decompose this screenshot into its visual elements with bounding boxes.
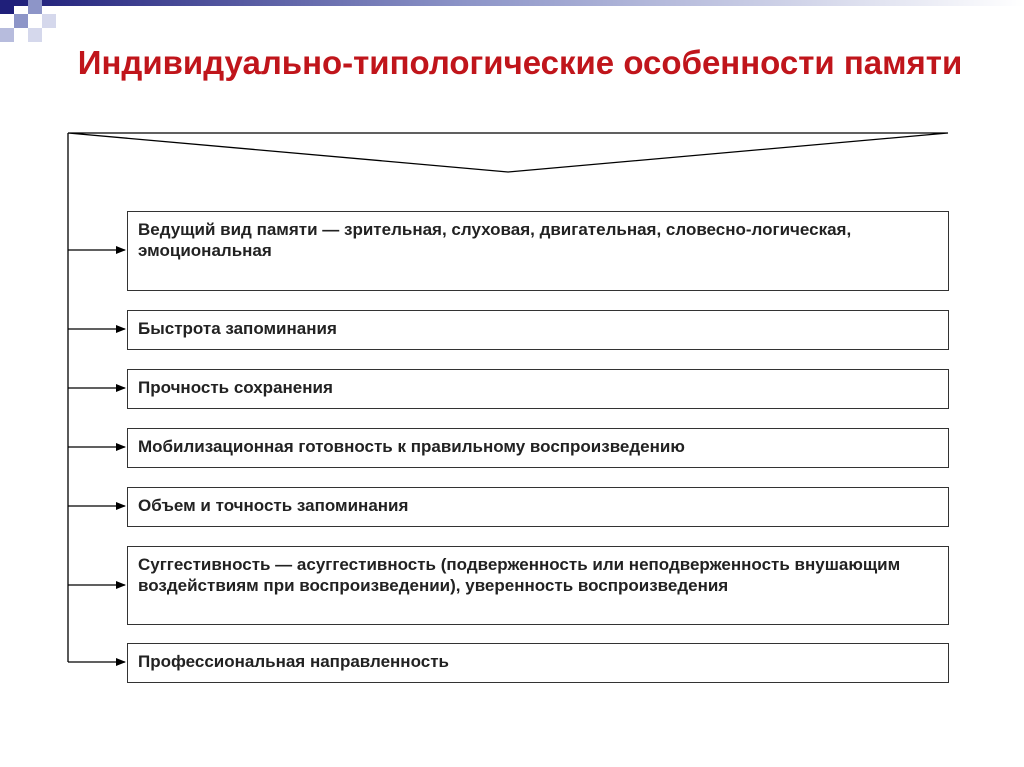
item-box-memorization-speed <box>127 310 949 350</box>
item-text: Прочность сохранения <box>138 378 333 397</box>
item-text: Мобилизационная готовность к правильному воспроизведению <box>138 437 685 456</box>
slide-title: Индивидуально-типологические особенности памяти <box>77 44 963 81</box>
item-text: Ведущий вид памяти — зрительная, слуховая, двигательная, словесно-логическая, эмоциональная <box>138 220 852 260</box>
item-text: Профессиональная направленность <box>138 652 449 671</box>
header-chevron <box>68 133 948 172</box>
item-box-leading-memory-type <box>127 211 949 291</box>
item-text: Быстрота запоминания <box>138 319 337 338</box>
item-box-retention-strength <box>127 369 949 409</box>
item-box-professional-orientation <box>127 643 949 683</box>
item-text: Суггестивность — асуггестивность (подверженность или неподверженность внушающим воздействиям при воспроизведении), уверенность воспроизведения <box>138 555 901 595</box>
item-text: Объем и точность запоминания <box>138 496 409 515</box>
item-box-suggestibility <box>127 546 949 625</box>
item-box-mobilization-readiness <box>127 428 949 468</box>
item-box-volume-accuracy <box>127 487 949 527</box>
